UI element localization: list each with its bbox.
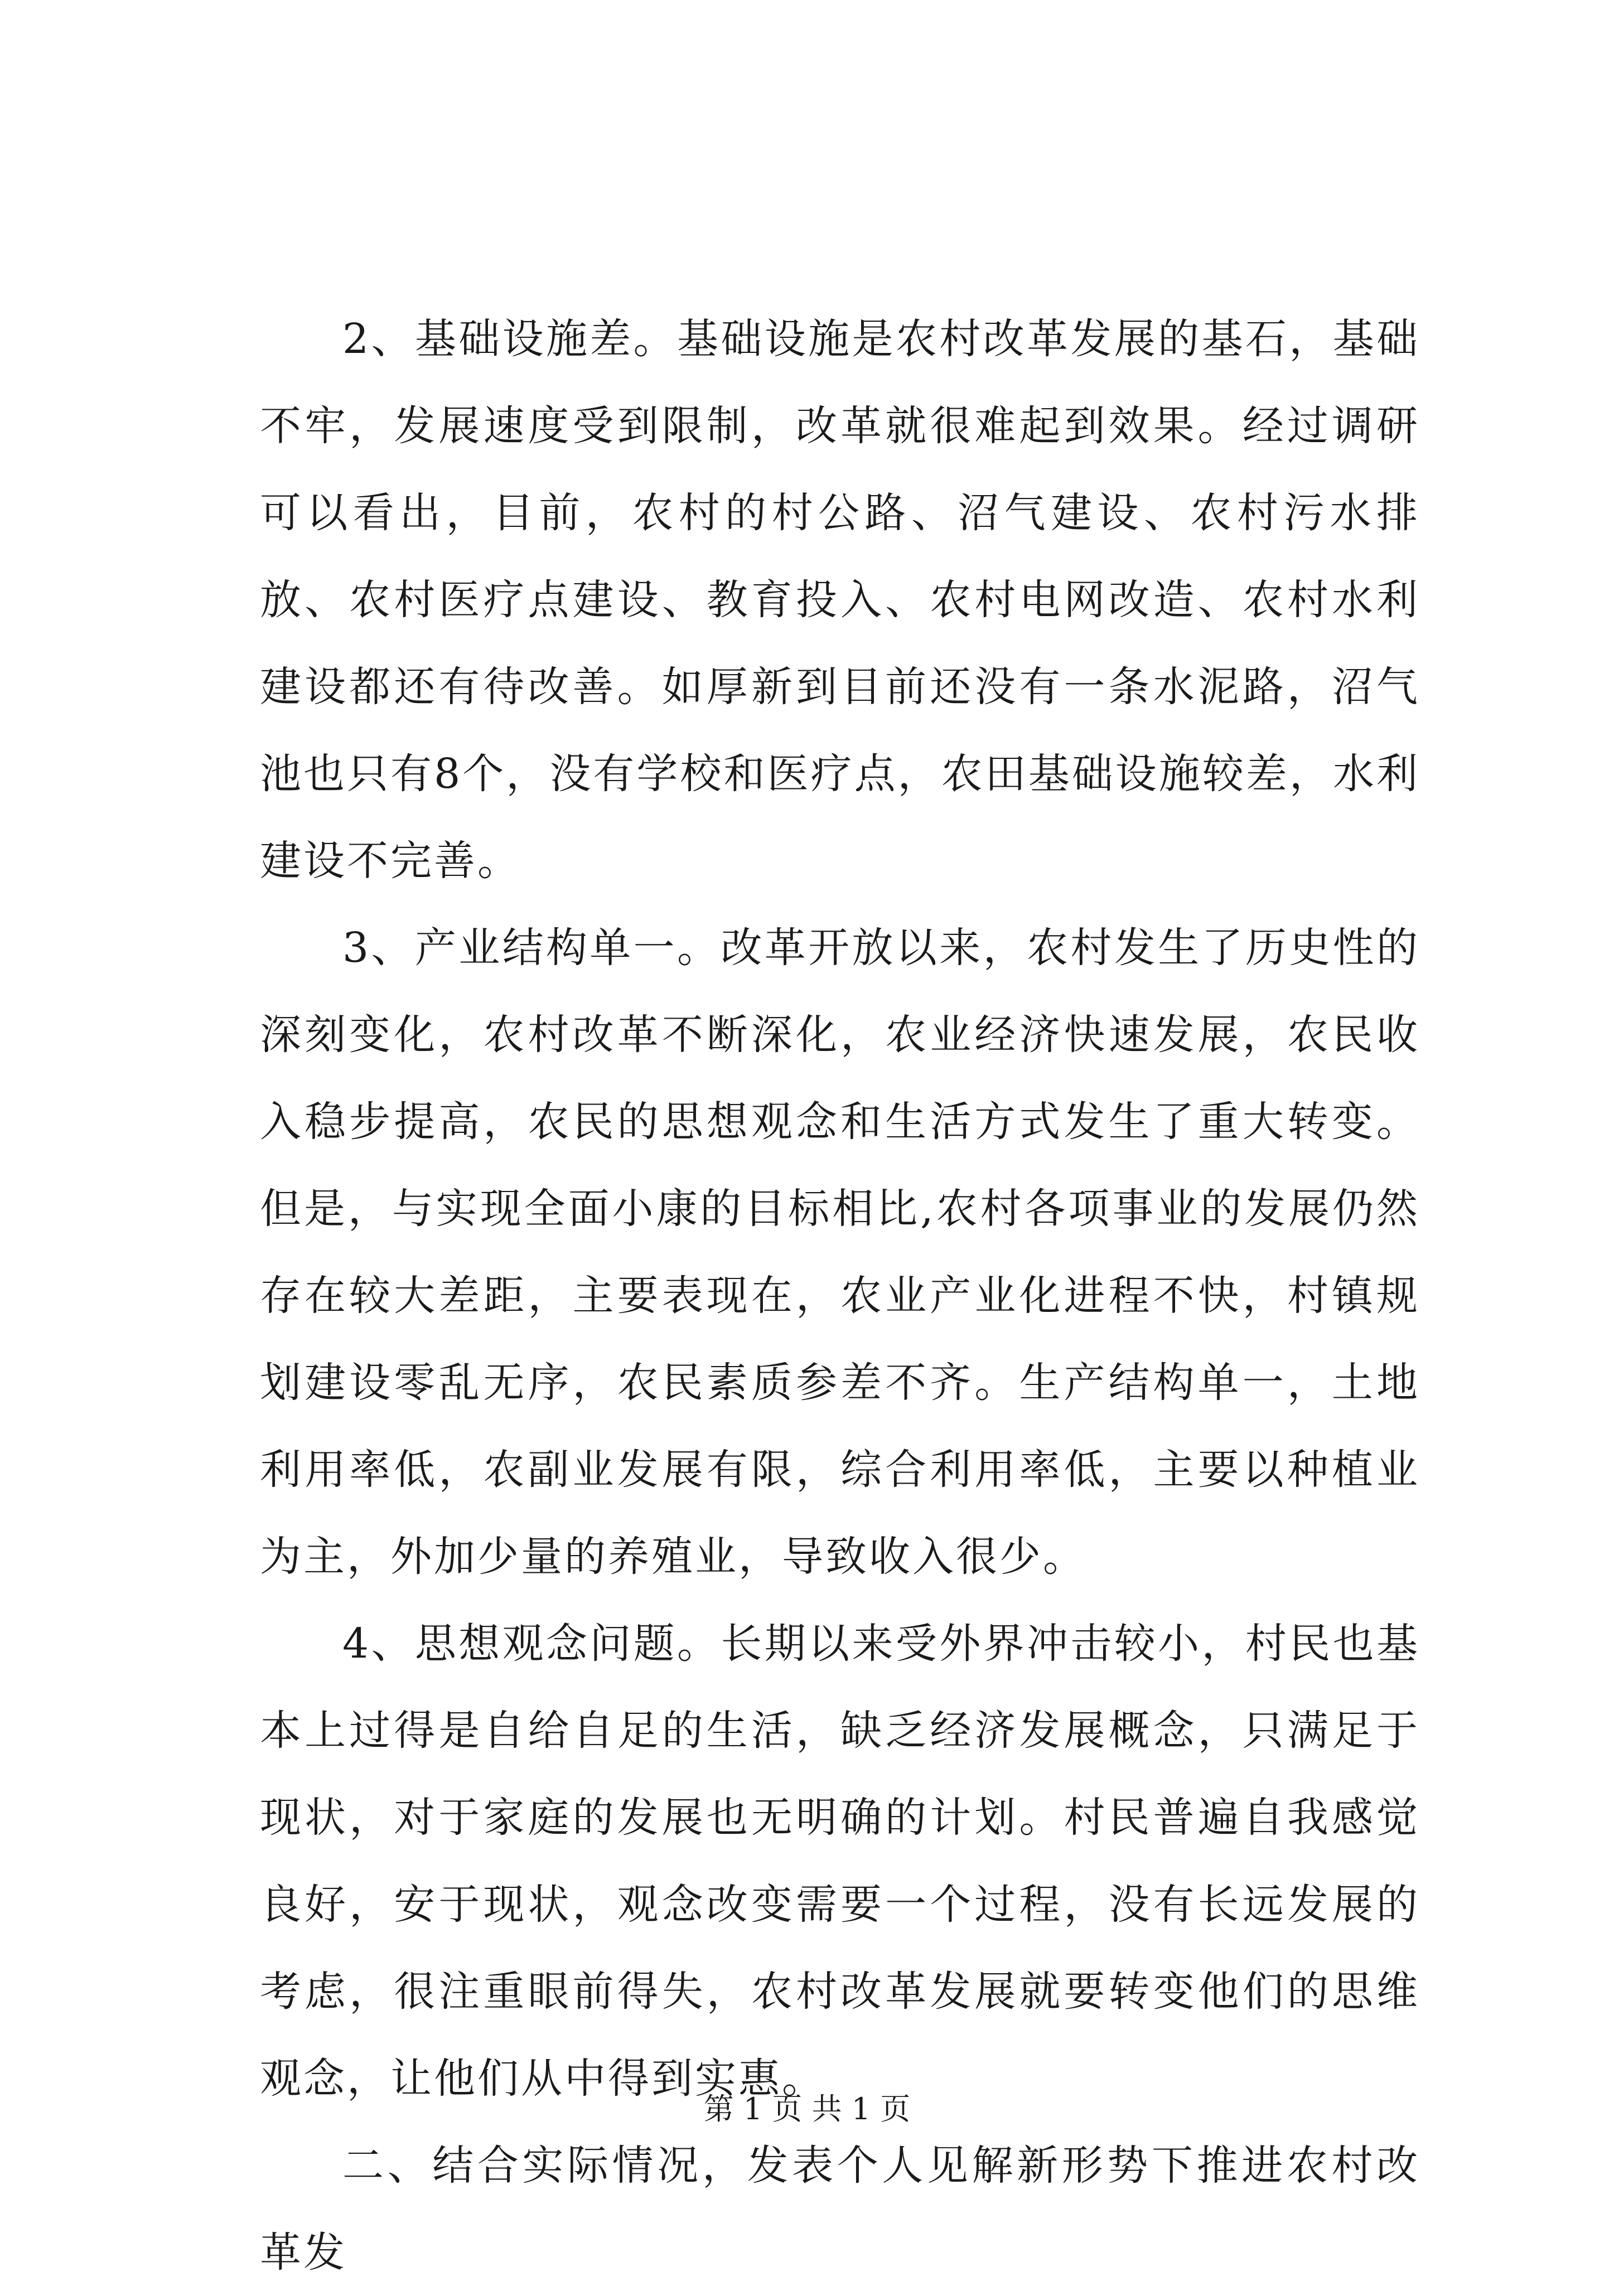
paragraph-infrastructure: 2、基础设施差。基础设施是农村改革发展的基石，基础不牢，发展速度受到限制，改革就很难起到效果。经过调研可以看出，目前，农村的村公路、沼气建设、农村污水排放、农村医疗点建设、教育投入、农村电网改造、农村水利建设都还有待改善。如厚新到目前还没有一条水泥路，沼气池也只有8个，没有学校和医疗点，农田基础设施较差，水利建设不完善。 [260,315,1420,885]
paragraph-industry-structure: 3、产业结构单一。改革开放以来，农村发生了历史性的深刻变化，农村改革不断深化，农业经济快速发展，农民收入稳步提高，农民的思想观念和生活方式发生了重大转变。但是，与实现全面小康的目标相比,农村各项事业的发展仍然存在较大差距，主要表现在，农业产业化进程不快，村镇规划建设零乱无序，农民素质参差不齐。生产结构单一，土地利用率低，农副业发展有限，综合利用率低，主要以种植业为主，外加少量的养殖业，导致收入很少。 [260,924,1420,1581]
page-footer: 第 1 页 共 1 页 [703,2091,911,2127]
document-body [260,296,1420,2296]
paragraph-section-heading: 二、结合实际情况，发表个人见解新形势下推进农村改革发 [260,2142,1420,2276]
paragraph-mindset: 4、思想观念问题。长期以来受外界冲击较小，村民也基本上过得是自给自足的生活，缺乏经济发展概念，只满足于现状，对于家庭的发展也无明确的计划。村民普遍自我感觉良好，安于现状，观念改变需要一个过程，没有长远发展的考虑，很注重眼前得失，农村改革发展就要转变他们的思维观念，让他们从中得到实惠。 [260,1620,1420,2103]
